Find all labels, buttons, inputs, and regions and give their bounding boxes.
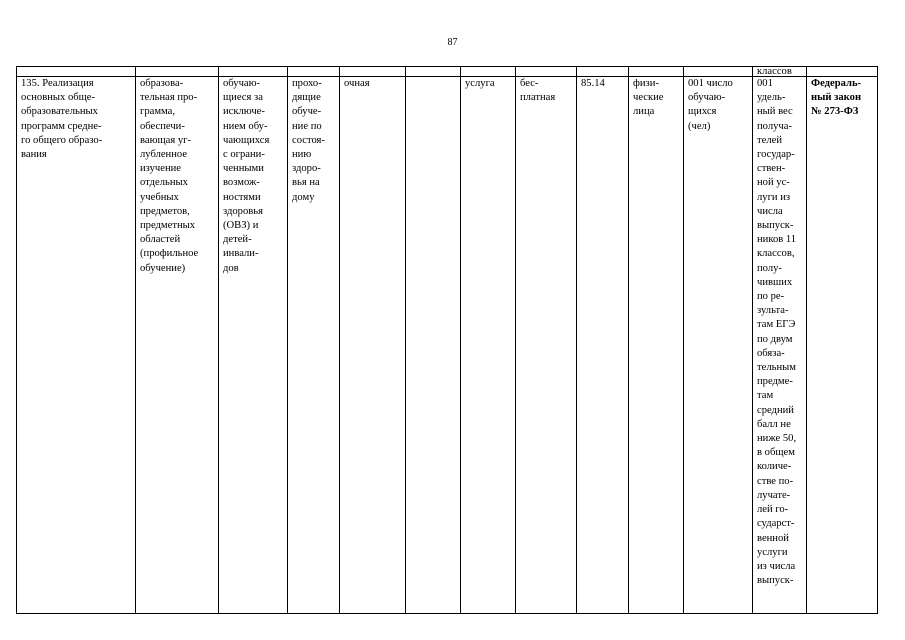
table-cell [340,67,406,77]
cell-text-line: там [757,390,774,402]
cell-text-line: (чел) [688,120,711,132]
cell-text-line: обуче- [292,106,322,118]
cell-text-line: обучение) [140,262,186,274]
cell-text-line: телей [757,134,782,146]
cell-text-line: ниже 50, [757,433,797,445]
cell-text-line: получа- [757,120,792,132]
cell-text-line: ностями [223,191,261,203]
cell-text-line: возмож- [223,177,260,189]
cell-text-line: предме- [757,376,793,388]
cell-text-line: дов [223,262,239,274]
cell-text-line: там ЕГЭ [757,319,796,331]
cell-text-line: ченными [223,163,264,175]
cell-text-line: № 273-ФЗ [811,106,859,118]
code-cell [577,77,629,614]
cell-text-line: щиеся за [223,92,263,104]
cell-text-line: обучаю- [688,92,726,104]
cell-text-line: балл не [757,418,791,430]
cell-text-line: (ОВЗ) и [223,220,259,232]
cell-text-line: дому [292,191,315,203]
cell-text-line: предметов, [140,205,190,217]
cell-text-line: образовательных [21,106,98,118]
cell-text-line: выпуск- [757,220,794,232]
table-cell [684,67,753,77]
cell-text-line: ный закон [811,92,862,104]
cell-text-line: грамма, [140,106,176,118]
cell-text-line: детей- [223,234,252,246]
cell-text-line: основных обще- [21,92,96,104]
cell-text-line: услуга [465,78,495,89]
cell-text-line: бес- [520,78,539,89]
cell-text-line: из числа [757,560,796,572]
cell-text-line: здоро- [292,163,321,175]
cell-text-line: (профильное [140,248,199,260]
cell-text-line: обеспечи- [140,120,185,132]
page-number: 87 [447,37,458,48]
cell-text-line: стве по- [757,475,794,487]
cell-text-line: вья на [292,177,320,189]
cell-text-line: количе- [757,461,792,473]
cell-text-line: государ- [757,149,795,161]
cell-text-line: нием обу- [223,120,268,132]
place-cell [288,77,340,614]
cell-text-line: зульта- [757,305,789,317]
table-cell [219,67,288,77]
cell-text-line: обяза- [757,347,785,359]
cell-text-line: отдельных [140,177,188,189]
table-cell [17,67,136,77]
type-cell [461,77,516,614]
cell-text-line: Федераль- [811,78,862,89]
cell-text-line: венной [757,532,789,544]
cell-text-line: лубленное [140,149,188,161]
cell-text-line: 001 [757,78,773,89]
cell-text-line: средний [757,404,794,416]
cell-text-line: областей [140,234,181,246]
cell-text-line: тельная про- [140,92,198,104]
cell-text-line: классов, [757,248,795,260]
table-cell [629,67,684,77]
cell-text-line: состоя- [292,134,325,146]
cell-text-line: ный вес [757,106,793,118]
cell-text-line: изучение [140,163,181,175]
table-cell [516,67,577,77]
cell-text-line: ческие [633,92,664,104]
cell-text-line: прохо- [292,78,322,89]
cell-text-line: инвали- [223,248,259,260]
table-cell [406,67,461,77]
cell-text-line: по ре- [757,291,785,303]
cell-text-line: лей го- [757,504,789,516]
cell-text-line: числа [757,205,783,217]
registry-table [16,66,878,614]
cell-text-line: учебных [140,191,179,203]
cell-text-line: услуги [757,546,788,558]
payment-cell [516,77,577,614]
cell-text-line: по двум [757,333,793,345]
cell-text-line: тельным [757,362,796,374]
cell-text-line: лучате- [757,489,791,501]
cell-text-line: 001 число [688,78,733,89]
table-continuation-row [17,67,878,77]
table-cell [461,67,516,77]
cell-text-line: ников 11 [757,234,797,246]
cell-text-line: образова- [140,78,184,89]
cell-text-line: чивших [757,276,793,288]
form-cell [340,77,406,614]
consumers-cell [629,77,684,614]
quality-indicator-cell [753,77,807,614]
cell-text-line: вающая уг- [140,134,192,146]
cell-text-line: с ограни- [223,149,265,161]
consumer-category-cell [219,77,288,614]
table-cell: классов [753,67,807,77]
cell-text-line: ной ус- [757,177,790,189]
cell-text-line: дящие [292,92,321,104]
program-cell [136,77,219,614]
cell-text-line: ствен- [757,163,786,175]
cell-text-line: щихся [688,106,717,118]
cell-text-line: очная [344,78,370,89]
cell-text-line: 135. Реализация [21,78,94,89]
cell-text-line: удель- [757,92,786,104]
table-cell [136,67,219,77]
cell-text-line: выпуск- [757,575,794,587]
cell-text-line: здоровья [223,205,263,217]
cell-text-line: чающихся [223,134,270,146]
cell-text-line: программ средне- [21,120,102,132]
cell-text-line: ние по [292,120,322,132]
table-cell [288,67,340,77]
cell-text-line: предметных [140,220,196,232]
empty-cell [406,77,461,614]
cell-text-line: физи- [633,78,659,89]
cell-text-line: вания [21,149,47,161]
table-row [17,77,878,614]
cell-text-line: в общем [757,447,795,459]
cell-text-line: исключе- [223,106,265,118]
cell-text-line: нию [292,149,312,161]
service-name-cell [17,77,136,614]
table-cell [577,67,629,77]
cell-text-line: 85.14 [581,78,605,89]
cell-text-line: обучаю- [223,78,261,89]
volume-indicator-cell [684,77,753,614]
cell-text-line: лица [633,106,655,118]
cell-text-line: го общего образо- [21,134,103,146]
cell-text-line: луги из [757,191,791,203]
table-cell [807,67,878,77]
cell-text-line: сударст- [757,518,795,530]
cell-text-line: платная [520,92,556,104]
cell-text-line: полу- [757,262,782,274]
law-cell [807,77,878,614]
